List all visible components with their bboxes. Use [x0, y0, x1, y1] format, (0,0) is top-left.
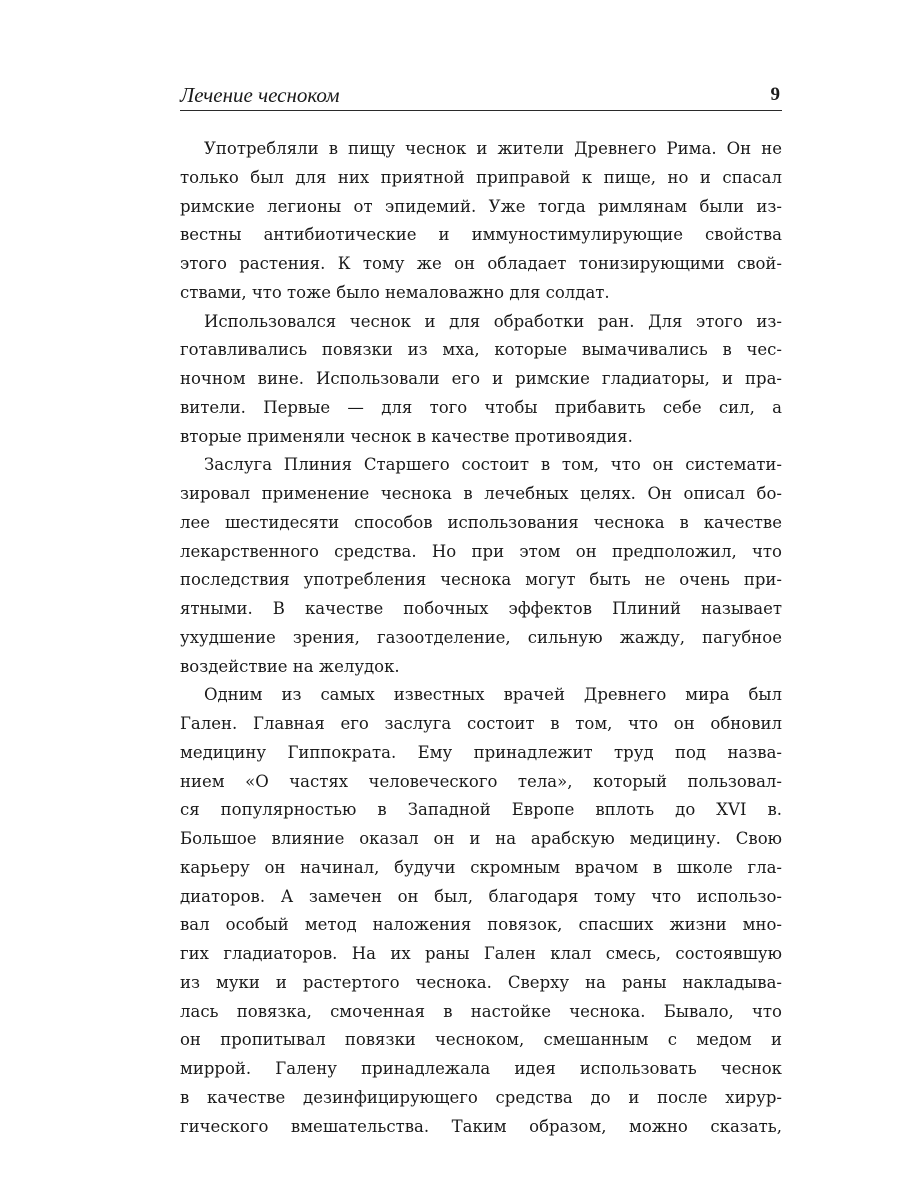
text-line: медицину Гиппократа. Ему принадлежит труд под назва-: [180, 742, 782, 762]
text-line: римские легионы от эпидемий. Уже тогда римлянам были из-: [180, 196, 782, 216]
text-line: Одним из самых известных врачей Древнего мира был: [204, 685, 782, 705]
text-line: диаторов. А замечен он был, благодаря тому что использо-: [180, 886, 782, 906]
running-header: [180, 84, 782, 111]
text-line: в качестве дезинфицирующего средства до и после хирур-: [180, 1087, 782, 1107]
text-line: ночном вине. Использовали его и римские гладиаторы, и пра-: [180, 369, 782, 388]
body-text: [180, 135, 782, 1141]
text-line: миррой. Галену принадлежала идея использовать чеснок: [180, 1059, 782, 1078]
text-line: зировал применение чеснока в лечебных целях. Он описал бо-: [180, 484, 782, 503]
running-title: Лечение чесноком: [180, 83, 340, 107]
text-line: лекарственного средства. Но при этом он предположил, что: [180, 541, 782, 561]
text-line: Употребляли в пищу чеснок и жители Древнего Рима. Он не: [204, 139, 782, 158]
text-line: Использовался чеснок и для обработки ран. Для этого из-: [204, 311, 782, 331]
text-line: Заслуга Плиния Старшего состоит в том, что он системати-: [204, 455, 782, 475]
text-line: нием «О частях человеческого тела», который пользовал-: [180, 771, 782, 791]
text-line: этого растения. К тому же он обладает тонизирующими свой-: [180, 254, 782, 273]
text-line: ся популярностью в Западной Европе вплоть до XVI в.: [180, 800, 782, 820]
text-line: из муки и растертого чеснока. Сверху на раны накладыва-: [180, 972, 782, 992]
text-line: Большое влияние оказал он и на арабскую медицину. Свою: [180, 829, 782, 848]
text-line: гих гладиаторов. На их раны Гален клал смесь, состоявшую: [180, 944, 782, 963]
text-line: вестны антибиотические и иммуностимулирующие свойства: [180, 225, 782, 245]
text-line: только был для них приятной приправой к пище, но и спасал: [180, 167, 782, 187]
text-line: вители. Первые — для того чтобы прибавить себе сил, а: [180, 397, 782, 417]
text-line: ствами, что тоже было немаловажно для солдат.: [180, 282, 610, 302]
text-line: ухудшение зрения, газоотделение, сильную жажду, пагубное: [180, 627, 782, 647]
text-line: он пропитывал повязки чесноком, смешанным с медом и: [180, 1030, 782, 1050]
text-line: гического вмешательства. Таким образом, можно сказать,: [180, 1116, 782, 1136]
text-line: Гален. Главная его заслуга состоит в том, что он обновил: [180, 714, 782, 733]
text-line: лее шестидесяти способов использования чеснока в качестве: [180, 512, 782, 532]
text-line: воздействие на желудок.: [180, 656, 400, 676]
text-line: готавливались повязки из мха, которые вымачивались в чес-: [180, 340, 782, 360]
text-line: ятными. В качестве побочных эффектов Плиний называет: [180, 599, 782, 618]
text-line: последствия употребления чеснока могут быть не очень при-: [180, 570, 782, 590]
text-line: карьеру он начинал, будучи скромным врачом в школе гла-: [180, 857, 782, 877]
text-line: вторые применяли чеснок в качестве противоядия.: [180, 426, 633, 446]
text-line: вал особый метод наложения повязок, спасших жизни мно-: [180, 915, 782, 935]
text-line: лась повязка, смоченная в настойке чеснока. Бывало, что: [180, 1001, 782, 1021]
page-number: 9: [770, 84, 780, 105]
